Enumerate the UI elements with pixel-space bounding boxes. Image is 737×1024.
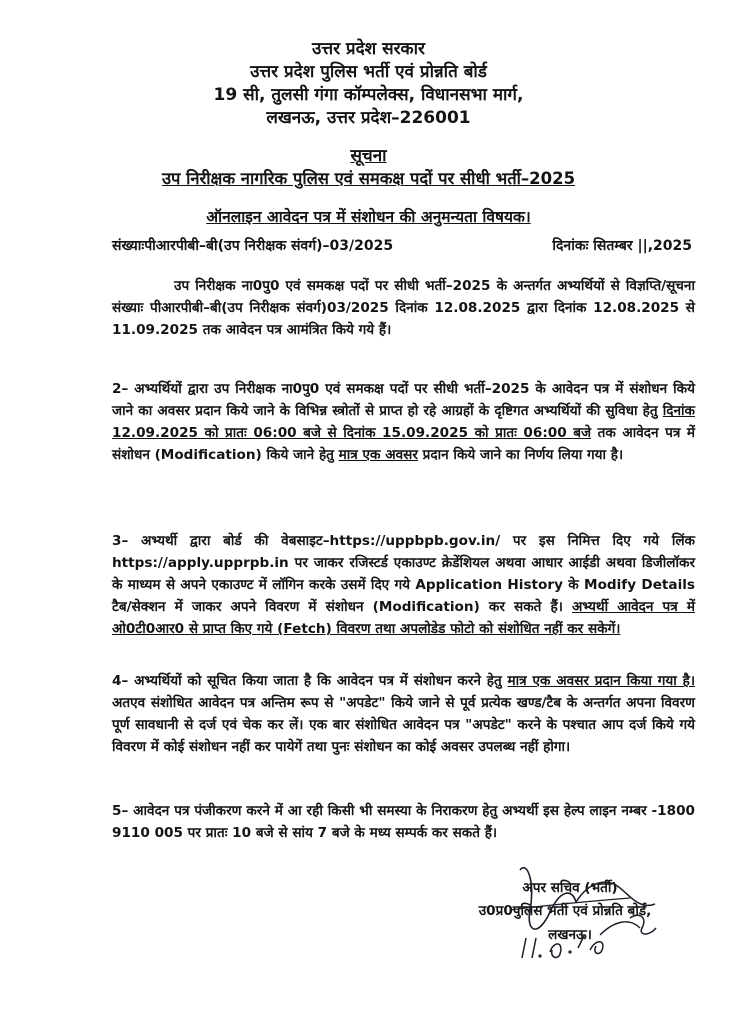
paragraph-5: 5– आवेदन पत्र पंजीकरण करने में आ रही किसी भी समस्या के निराकरण हेतु अभ्यर्थी इस हेल्प लाइन नम्बर -1800 9110 005 पर प्रातः 10 बजे से सांय 7 बजे के मध्य सम्पर्क कर सकते हैं। <box>112 803 695 841</box>
modification-window: दिनांक 12.09.2025 को प्रातः 06:00 बजे से दिनांक 15.09.2025 को प्रातः 06:00 बजे <box>112 403 695 441</box>
paragraph-1: उप निरीक्षक ना0पु0 एवं समकक्ष पदों पर सीधी भर्ती–2025 के अन्तर्गत अभ्यर्थियों से विज्ञप्ति/सूचना संख्याः पीआरपीबी–बी(उप निरीक्षक संवर्ग)03/2025 दिनांक 12.08.2025 द्वारा दिनांक 12.08.2025 से 11.09.2025 तक आवेदन पत्र आमंत्रित किये गये हैं। <box>112 278 695 338</box>
paragraph-4: 4– अभ्यर्थियों को सूचित किया जाता है कि आवेदन पत्र में संशोधन करने हेतु मात्र एक अवसर प्रदान किया गया है। अतएव संशोधित आवेदन पत्र अन्तिम रूप से "अपडेट" किये जाने से पूर्व प्रत्येक खण्ड/टैब के अन्तर्गत अपना विवरण पूर्ण सावधानी से दर्ज एवं चेक कर लें। एक बार संशोधित आवेदन पत्र "अपडेट" करने के पश्चात आप दर्ज किये गये विवरण में कोई संशोधन नहीं कर पायेगें तथा पुनः संशोधन का कोई अवसर उपलब्ध नहीं होगा। <box>112 673 695 755</box>
reference-date: दिनांकः सितम्बर ||,2025 <box>552 238 692 254</box>
reference-number: संख्याःपीआरपीबी–बी(उप निरीक्षक संवर्ग)–03/2025 <box>112 238 394 254</box>
board-city: लखनऊ, उत्तर प्रदेश–226001 <box>266 108 471 128</box>
paragraph-2: 2– अभ्यर्थियों द्वारा उप निरीक्षक ना0पु0 एवं समकक्ष पदों पर सीधी भर्ती–2025 के आवेदन पत्र में संशोधन किये जाने का अवसर प्रदान किये जाने के विभिन्न स्त्रोतों से प्राप्त हो रहे आग्रहों के दृष्टिगत अभ्यर्थियों की सुविधा हेतु दिनांक 12.09.2025 को प्रातः 06:00 बजे से दिनांक 15.09.2025 को प्रातः 06:00 बजे तक आवेदन पत्र में संशोधन (Modification) किये जाने हेतु मात्र एक अवसर प्रदान किये जाने का निर्णय लिया गया है। <box>112 381 695 463</box>
notice-subject: ऑनलाइन आवेदन पत्र में संशोधन की अनुमन्यता विषयक। <box>206 208 531 226</box>
fetch-restriction-text: अभ्यर्थी आवेदन पत्र में ओ0टी0आर0 से प्राप्त किए गये (Fetch) विवरण तथा अपलोडेड फोटो को संशोधित नहीं कर सकेगें। <box>112 599 695 637</box>
govt-name: उत्तर प्रदेश सरकार <box>312 39 425 59</box>
recruitment-title: उप निरीक्षक नागरिक पुलिस एवं समकक्ष पदों पर सीधी भर्ती–2025 <box>161 169 576 188</box>
paragraph-3: 3– अभ्यर्थी द्वारा बोर्ड की वेबसाइट–https://uppbpb.gov.in/ पर इस निमित्त दिए गये लिंक https://apply.upprpb.in पर जाकर रजिस्टर्ड एकाउण्ट क्रेडेंशियल अथवा आधार आईडी अथवा डिजीलॉकर के माध्यम से अपने एकाउण्ट में लॉगिन करके उसमें दिए गये Application History के Modify Details टैब/सेक्शन में जाकर अपने विवरण में संशोधन (Modification) कर सकते हैं। अभ्यर्थी आवेदन पत्र में ओ0टी0आर0 से प्राप्त किए गये (Fetch) विवरण तथा अपलोडेड फोटो को संशोधित नहीं कर सकेगें। <box>112 533 695 637</box>
board-address: 19 सी, तुलसी गंगा कॉम्पलेक्स, विधानसभा मार्ग, <box>213 85 524 105</box>
signatory-city: लखनऊ। <box>548 927 592 943</box>
signatory-organization: उ0प्र0पुलिस भर्ती एवं प्रोन्नति बोर्ड, <box>478 903 652 919</box>
board-name: उत्तर प्रदेश पुलिस भर्ती एवं प्रोन्नति बोर्ड <box>250 62 487 82</box>
one-chance-text: मात्र एक अवसर प्रदान किया गया है। <box>507 673 695 689</box>
handwritten-signature <box>480 840 720 980</box>
notice-heading: सूचना <box>350 146 387 166</box>
single-chance-text: मात्र एक अवसर <box>338 447 418 463</box>
reference-line <box>112 236 692 255</box>
signatory-designation: अपर सचिव (भर्ती) <box>522 880 618 896</box>
